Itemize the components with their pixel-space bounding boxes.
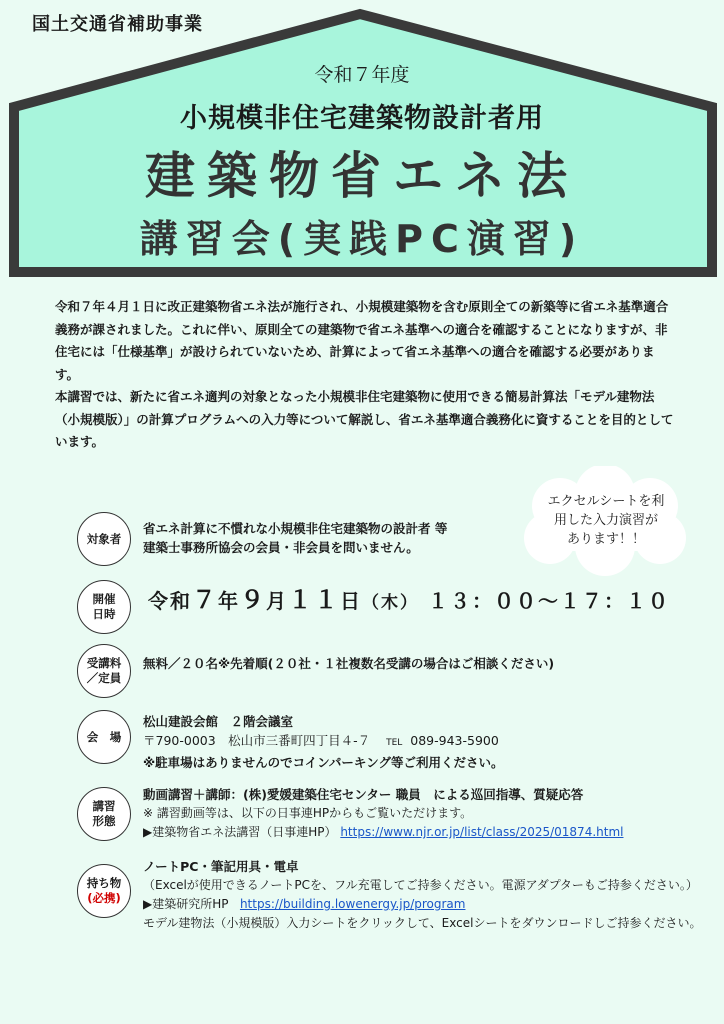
fiscal-year: 令和７年度 [314,64,410,86]
format-section [143,785,623,842]
parking-note: ※駐車場はありませんのでコインパーキング等ご利用ください。 [143,755,504,770]
fee-badge-label: ／定員 [86,671,122,685]
date-badge [77,580,131,634]
bring-section [143,857,701,933]
format-badge [77,787,131,841]
date-year: ７ [192,586,218,614]
cloud-note-line: 用した入力演習が [553,513,658,528]
cloud-note [538,492,674,549]
fee-badge [77,644,131,698]
date-badge-label: 開催 [92,592,116,606]
target-badge-label: 対象者 [86,531,122,546]
tel-label: TEL [386,738,403,748]
subsidy-label: 国土交通省補助事業 [32,14,203,35]
target-section [143,519,447,557]
bring-items: ノートPC・筆記用具・電卓 [143,859,299,874]
target-line: 建築士事務所協会の会員・非会員を問いません。 [143,540,419,555]
fee-badge-label: 受講料 [86,656,122,670]
venue-address: 〒790-0003 松山市三番町四丁目４‐７ [143,733,371,748]
format-badge-label: 講習 [92,799,116,813]
venue-tel: 089-943-5900 [410,733,499,748]
cloud-note-line: あります！！ [566,532,645,547]
date-month: ９ [240,586,266,614]
venue-section [143,712,504,772]
intro-paragraph-2: 本講習では、新たに省エネ適判の対象となった小規模非住宅建築物に使用できる簡易計算法「モデル建物法（小規模版）」の計算プログラムへの入力等について解説し、省エネ基準適合義務化に資することを目的としています。 [55,389,674,449]
date-weekday: （木） [362,593,419,613]
date-day-unit: 日 [340,589,362,613]
intro-paragraph-1: 令和７年４月１日に改正建築物省エネ法が施行され、小規模建築物を含む原則全ての新築等に省エネ基準適合義務が課されました。これに伴い、原則全ての建築物で省エネ基準への適合を確認することになりますが、非住宅には「仕様基準」が設けられていないため、計算によって省エネ基準への適合を確認する必要があります。 [55,299,669,382]
intro-text [55,296,675,454]
bri-link-label: ▶建築研究所HP [143,897,229,911]
bring-badge-label: 持ち物 [86,876,122,890]
bring-note: （Excelが使用できるノートPCを、フル充電してご持参ください。電源アダプターもご持参ください。） [143,878,698,892]
cloud-note-line: エクセルシートを利 [547,494,665,509]
event-datetime [148,586,670,614]
page-title: 建築物省エネ法 [145,147,579,205]
date-day: １１ [288,586,340,614]
fee-text: 無料／２０名※先着順(２０社・１社複数名受講の場合はご相談ください) [143,656,555,671]
format-line: 動画講習＋講師：(株)愛媛建築住宅センター 職員 による巡回指導、質疑応答 [143,787,584,802]
format-link-label: ▶建築物省エネ法講習（日事連HP） [143,825,337,839]
venue-badge-label: 会 場 [86,729,122,744]
target-badge [77,512,131,566]
date-year-unit: 年 [218,589,240,613]
bring-badge [77,864,131,918]
format-badge-label: 形態 [92,814,116,828]
date-badge-label: 日時 [92,607,116,621]
date-era: 令和 [148,589,192,613]
target-line: 省エネ計算に不慣れな小規模非住宅建築物の設計者 等 [143,521,448,536]
page-subtitle: 小規模非住宅建築物設計者用 [180,103,544,134]
bring-badge-required: (必携) [87,891,121,905]
download-note: モデル建物法（小規模版）入力シートをクリックして、Excelシートをダウンロードしご持参ください。 [143,916,702,930]
event-time: １３：００～１７：１０ [427,589,670,613]
bri-link[interactable]: https://building.lowenergy.jp/program [239,897,466,911]
venue-badge [77,710,131,764]
lecture-title: 講習会(実践PC演習) [139,217,585,261]
venue-name: 松山建設会館 ２階会議室 [143,714,294,729]
njr-link[interactable]: https://www.njr.or.jp/list/class/2025/01874.html [340,825,624,839]
format-note: ※ 講習動画等は、以下の日事連HPからもご覧いただけます。 [143,806,473,820]
date-month-unit: 月 [266,589,288,613]
